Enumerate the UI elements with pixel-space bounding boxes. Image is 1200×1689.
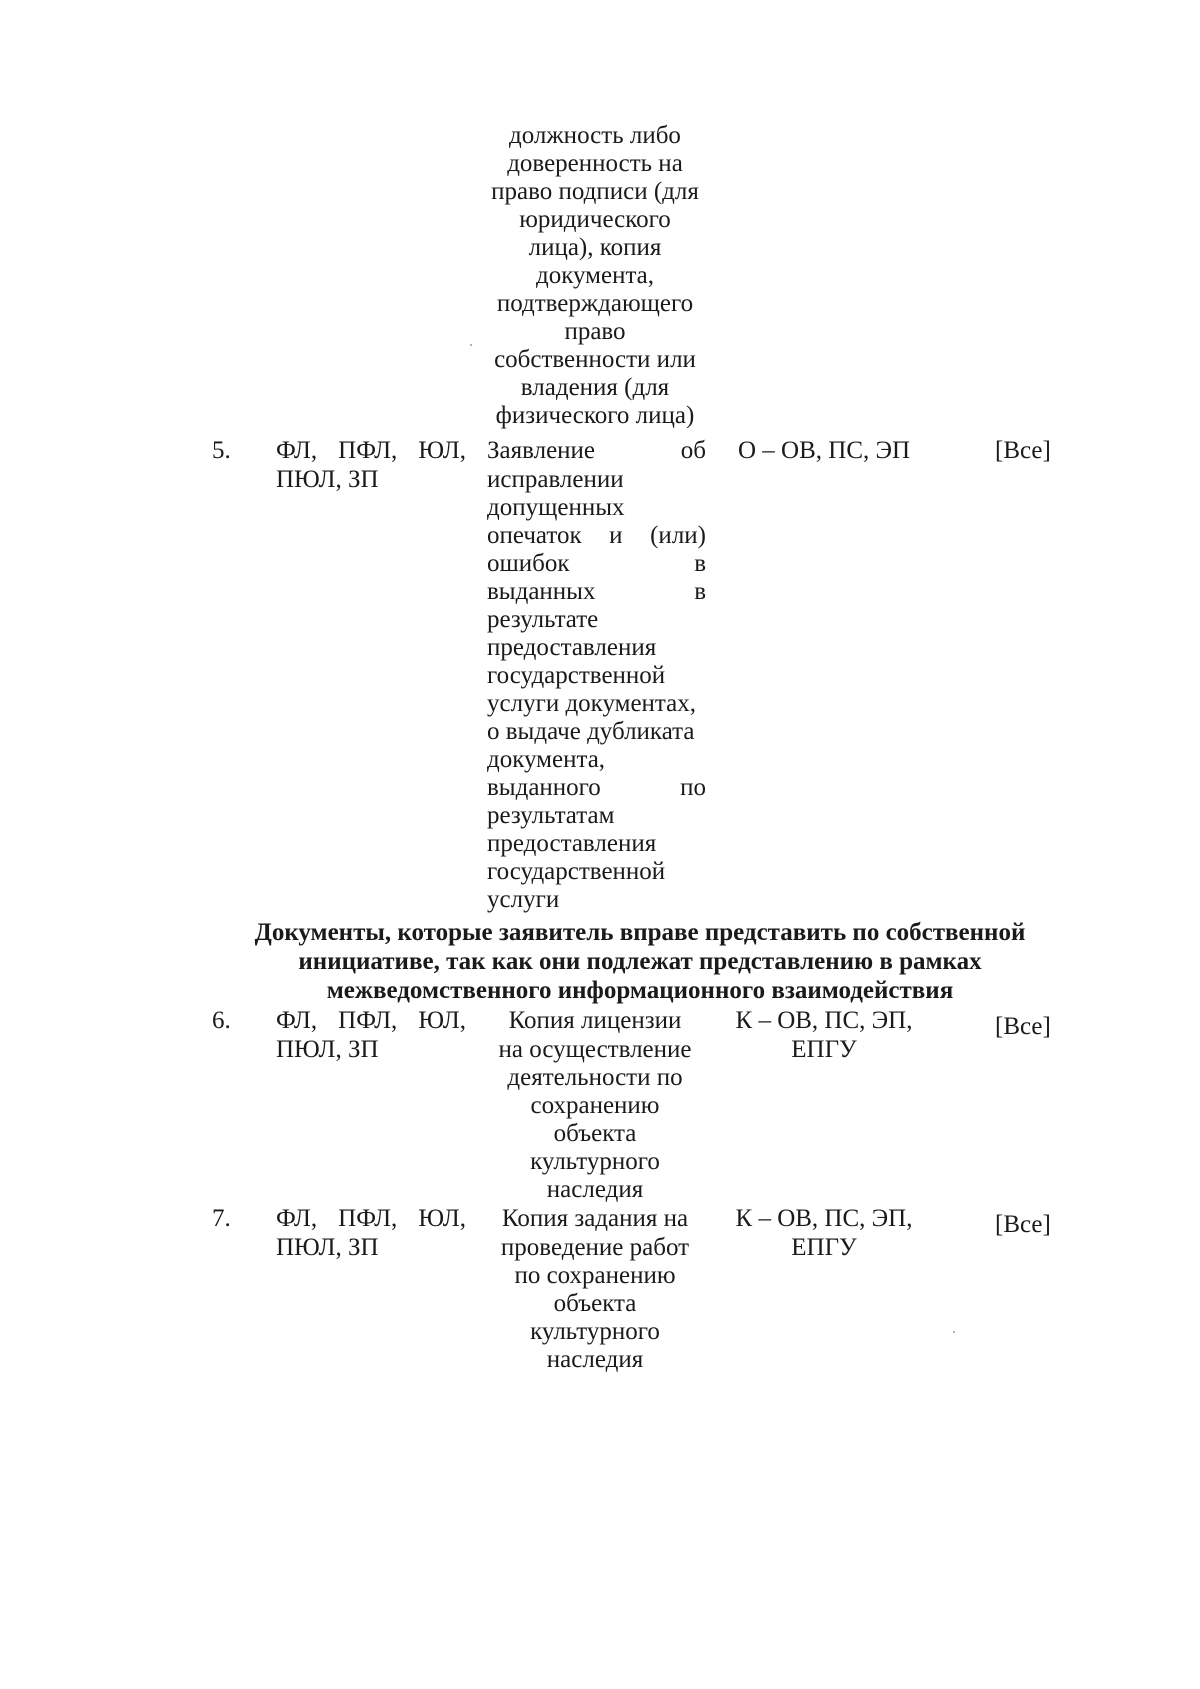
- doc-line: [487, 774, 706, 803]
- row-number: 6.: [212, 1007, 231, 1034]
- submission-method: О – ОВ, ПС, ЭП: [738, 437, 911, 464]
- doc-word: выданного: [487, 774, 601, 801]
- doc-line: наследия: [546, 1346, 644, 1373]
- applicant-type: ФЛ,: [276, 1205, 318, 1232]
- doc-line: государственной: [487, 858, 666, 885]
- doc-line: объекта: [553, 1120, 637, 1147]
- doc-line: доверенность на: [507, 150, 683, 177]
- doc-word: опечаток: [487, 522, 582, 549]
- doc-line: лица), копия: [528, 234, 662, 261]
- doc-line: [487, 578, 706, 607]
- doc-word: Заявление: [487, 437, 596, 464]
- applicability-scope: [Все]: [995, 1211, 1051, 1238]
- doc-line: документа,: [487, 746, 606, 773]
- applicability-scope: [Все]: [995, 437, 1051, 464]
- doc-line: предоставления: [487, 634, 657, 661]
- doc-line: исправлении: [487, 466, 624, 493]
- applicant-types-line: [276, 1205, 466, 1234]
- row-number: 7.: [212, 1205, 231, 1232]
- doc-line: услуги: [487, 886, 560, 913]
- doc-line: о выдаче дубликата: [487, 718, 695, 745]
- doc-line: физического лица): [495, 402, 695, 429]
- applicant-type: ЮЛ,: [418, 437, 466, 464]
- doc-word: по: [680, 774, 706, 801]
- doc-line: услуги документах,: [487, 690, 697, 717]
- doc-line: сохранению: [530, 1092, 660, 1119]
- doc-line: [487, 437, 706, 466]
- applicant-types-line: [276, 1007, 466, 1036]
- doc-line: допущенных: [487, 494, 625, 521]
- doc-word: в: [694, 550, 706, 577]
- applicant-type: ПФЛ,: [338, 437, 398, 464]
- doc-line: результатам: [487, 802, 615, 829]
- applicant-type: ЮЛ,: [418, 1007, 466, 1034]
- doc-line: наследия: [546, 1176, 644, 1203]
- applicant-types-line: ПЮЛ, ЗП: [276, 1234, 379, 1261]
- doc-line: на осуществление: [498, 1036, 692, 1063]
- applicant-type: ПФЛ,: [338, 1007, 398, 1034]
- applicant-types-line: ПЮЛ, ЗП: [276, 1036, 379, 1063]
- doc-line: Копия задания на: [501, 1205, 689, 1232]
- submission-method: ЕПГУ: [791, 1036, 857, 1063]
- applicant-types-line: ПЮЛ, ЗП: [276, 466, 379, 493]
- doc-line: Копия лицензии: [508, 1007, 682, 1034]
- doc-line: [487, 522, 706, 551]
- heading-line: инициативе, так как они подлежат представлению в рамках: [298, 948, 982, 975]
- doc-line: право: [564, 318, 626, 345]
- scan-speck: [470, 344, 472, 346]
- doc-line: объекта: [553, 1290, 637, 1317]
- doc-line: владения (для: [520, 374, 670, 401]
- doc-line: деятельности по: [507, 1064, 683, 1091]
- doc-line: по сохранению: [514, 1262, 676, 1289]
- doc-line: подтверждающего: [496, 290, 694, 317]
- doc-word: выданных: [487, 578, 596, 605]
- submission-method: К – ОВ, ПС, ЭП,: [735, 1007, 913, 1034]
- applicant-type: ФЛ,: [276, 1007, 318, 1034]
- doc-word: ошибок: [487, 550, 570, 577]
- doc-line: культурного: [530, 1318, 660, 1345]
- doc-word: в: [694, 578, 706, 605]
- applicant-type: ПФЛ,: [338, 1205, 398, 1232]
- scan-speck: [953, 1331, 955, 1333]
- doc-line: документа,: [535, 262, 655, 289]
- applicant-types-line: [276, 437, 466, 466]
- doc-line: собственности или: [494, 346, 696, 373]
- doc-line: результате: [487, 606, 599, 633]
- doc-word: и: [609, 522, 623, 549]
- heading-line: Документы, которые заявитель вправе представить по собственной: [254, 919, 1026, 946]
- doc-line: должность либо: [509, 122, 681, 149]
- heading-line: межведомственного информационного взаимодействия: [326, 977, 954, 1004]
- doc-line: проведение работ: [500, 1234, 690, 1261]
- doc-word: об: [680, 437, 706, 464]
- doc-line: юридического: [519, 206, 671, 233]
- applicant-type: ФЛ,: [276, 437, 318, 464]
- doc-line: право подписи (для: [491, 178, 699, 205]
- submission-method: К – ОВ, ПС, ЭП,: [735, 1205, 913, 1232]
- submission-method: ЕПГУ: [791, 1234, 857, 1261]
- doc-line: [487, 550, 706, 579]
- applicability-scope: [Все]: [995, 1013, 1051, 1040]
- doc-line: культурного: [530, 1148, 660, 1175]
- doc-line: предоставления: [487, 830, 657, 857]
- doc-word: (или): [650, 522, 706, 549]
- row-number: 5.: [212, 437, 231, 464]
- doc-line: государственной: [487, 662, 666, 689]
- applicant-type: ЮЛ,: [418, 1205, 466, 1232]
